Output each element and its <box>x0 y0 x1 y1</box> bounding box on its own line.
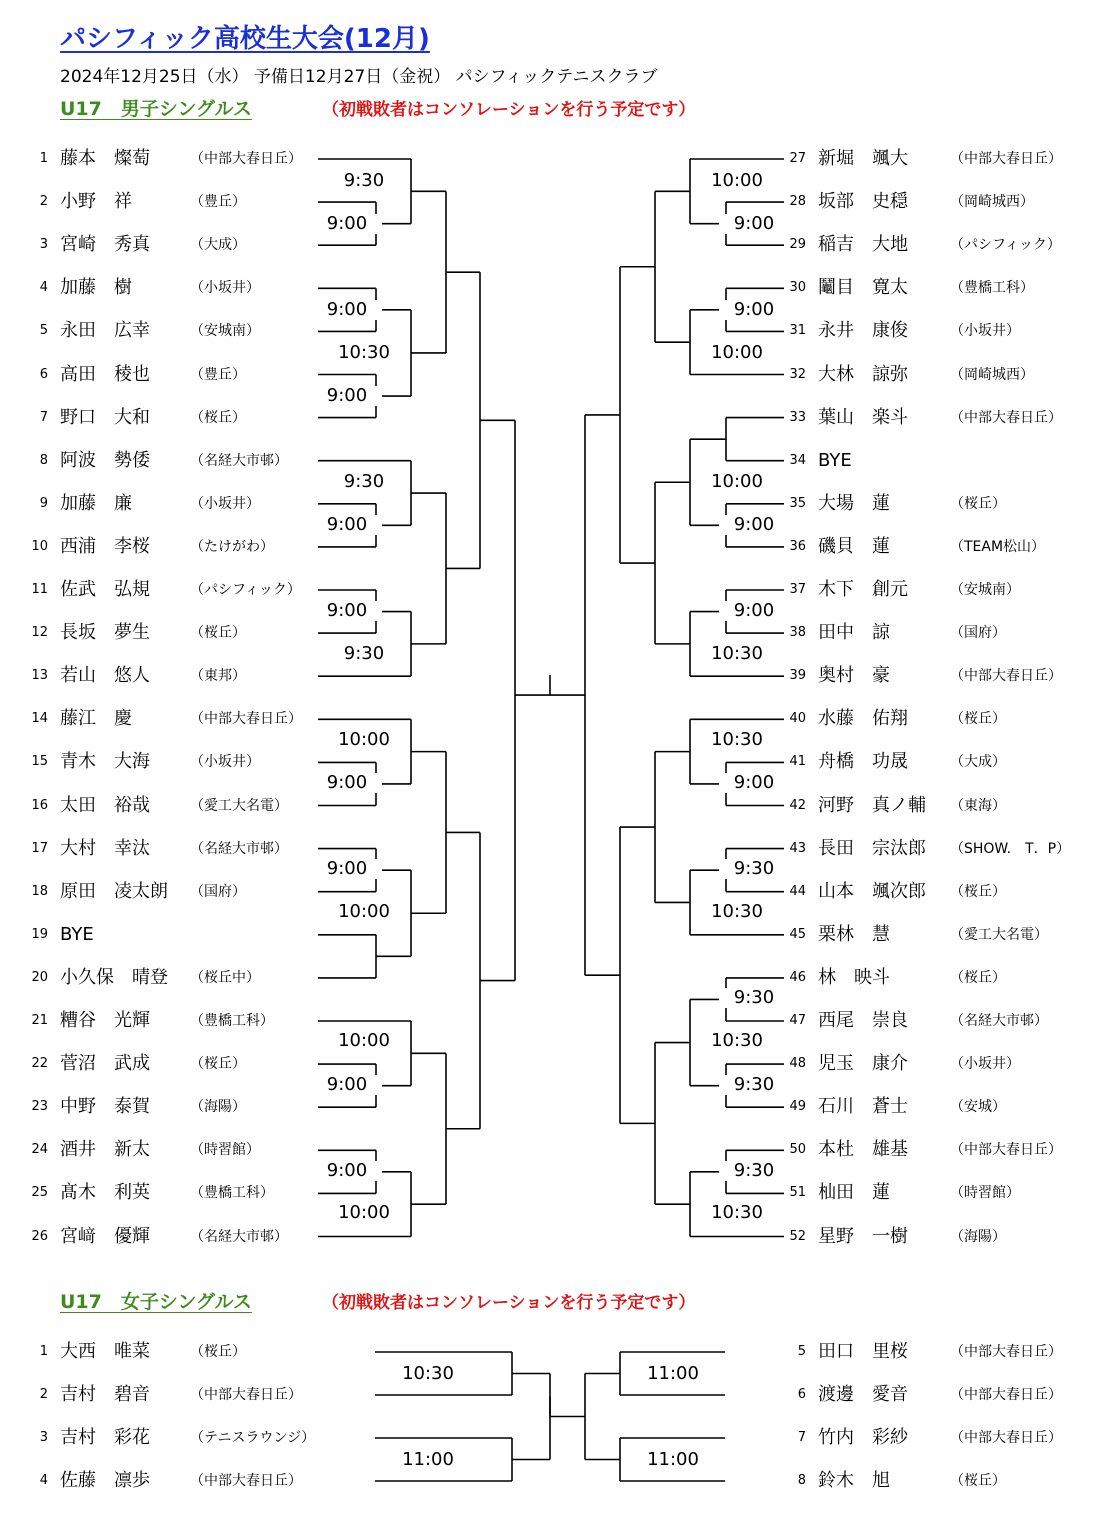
player-club: （中部大春日丘） <box>950 1430 1062 1446</box>
seed-number: 38 <box>789 625 806 641</box>
player-name: 藤江 慶 <box>60 708 132 730</box>
match-time: 9:00 <box>312 386 382 406</box>
player-club: （桜丘） <box>950 883 1006 900</box>
player-club: （名経大市邨） <box>950 1013 1048 1029</box>
player-name: 杣田 蓮 <box>818 1182 890 1204</box>
player-club: （名経大市邨） <box>190 452 288 469</box>
seed-number: 21 <box>31 1013 48 1028</box>
player-name: 野口 大和 <box>60 406 150 428</box>
match-time: 9:30 <box>719 1161 789 1181</box>
seed-number: 3 <box>39 1430 48 1445</box>
seed-number: 19 <box>31 926 48 942</box>
seed-number: 42 <box>789 797 806 813</box>
player-club: （中部大春日丘） <box>190 711 302 728</box>
player-club: （桜丘中） <box>190 969 260 986</box>
girls-section-heading: U17 女子シングルス <box>60 1291 252 1313</box>
player-club: （中部大春日丘） <box>190 1387 302 1403</box>
player-club: （SHOW. T．P） <box>950 840 1071 857</box>
match-time: 10:00 <box>702 343 772 363</box>
player-name: 木下 創元 <box>818 579 908 600</box>
match-time: 10:30 <box>393 1364 463 1384</box>
player-name: 小野 祥 <box>60 191 132 213</box>
player-name: 吉村 彩花 <box>60 1427 150 1448</box>
player-club: （岡崎城西） <box>950 366 1034 383</box>
player-club: （小坂井） <box>190 495 260 512</box>
match-time: 10:00 <box>329 902 399 922</box>
player-name: 西尾 崇良 <box>818 1010 908 1031</box>
player-name: 宮﨑 優輝 <box>60 1225 150 1247</box>
player-name: 鬮目 寛太 <box>818 277 908 299</box>
player-club: （岡崎城西） <box>950 194 1034 211</box>
match-time: 9:30 <box>719 988 789 1008</box>
player-name: 水藤 佑翔 <box>818 708 908 730</box>
match-time: 9:00 <box>719 515 789 535</box>
player-club: （安城南） <box>190 323 260 340</box>
seed-number: 5 <box>39 323 48 339</box>
match-time: 9:00 <box>312 601 382 621</box>
match-time: 10:00 <box>702 472 772 492</box>
match-time: 9:00 <box>312 1075 382 1095</box>
seed-number: 8 <box>39 452 48 468</box>
seed-number: 50 <box>789 1142 806 1158</box>
match-time: 11:00 <box>393 1450 463 1470</box>
player-club: （豊丘） <box>190 194 246 211</box>
player-club: （豊丘） <box>190 366 246 383</box>
player-name: 高田 稜也 <box>60 363 150 385</box>
match-time: 11:00 <box>638 1364 708 1384</box>
page-title: パシフィック高校生大会(12月) <box>60 24 430 54</box>
player-club: （中部大春日丘） <box>190 151 302 167</box>
seed-number: 30 <box>789 280 806 296</box>
player-name: 鈴木 旭 <box>818 1470 890 1491</box>
seed-number: 1 <box>39 151 48 166</box>
player-club: （桜丘） <box>190 1056 246 1073</box>
player-club: （国府） <box>190 883 246 900</box>
match-time: 10:30 <box>702 1031 772 1051</box>
seed-number: 9 <box>39 495 48 511</box>
player-name: 吉村 碧音 <box>60 1384 150 1405</box>
player-club: （たけがわ） <box>190 538 274 555</box>
seed-number: 34 <box>789 452 806 468</box>
seed-number: 4 <box>39 1473 48 1488</box>
seed-number: 7 <box>797 1430 806 1445</box>
match-time: 10:30 <box>702 644 772 664</box>
player-club: （安城） <box>950 1099 1006 1116</box>
seed-number: 49 <box>789 1099 806 1115</box>
player-name: 小久保 晴登 <box>60 966 168 988</box>
seed-number: 29 <box>789 237 806 253</box>
match-time: 9:00 <box>719 300 789 320</box>
player-club: （桜丘） <box>950 1473 1006 1489</box>
seed-number: 7 <box>39 409 48 425</box>
player-name: 奥村 豪 <box>818 665 890 687</box>
player-club: （名経大市邨） <box>190 840 288 857</box>
player-name: 中野 泰賀 <box>60 1096 150 1118</box>
player-name: BYE <box>818 449 852 471</box>
player-club: （安城南） <box>950 582 1020 598</box>
seed-number: 37 <box>789 582 806 597</box>
player-club: （豊橋工科） <box>950 280 1034 297</box>
match-time: 9:30 <box>719 1075 789 1095</box>
player-name: 渡邊 愛音 <box>818 1384 908 1405</box>
player-name: 林 映斗 <box>818 966 890 988</box>
player-club: （海陽） <box>190 1099 246 1116</box>
player-name: 磯貝 蓮 <box>818 535 890 557</box>
player-club: （パシフィック） <box>190 582 301 598</box>
seed-number: 36 <box>789 538 806 554</box>
player-club: （愛工大名電） <box>190 797 288 814</box>
player-club: （東邦） <box>190 668 246 685</box>
player-name: 青木 大海 <box>60 751 150 773</box>
seed-number: 11 <box>31 582 48 597</box>
seed-number: 25 <box>31 1185 48 1201</box>
player-name: 長田 宗汰郎 <box>818 837 926 859</box>
player-name: 西浦 李桜 <box>60 535 150 557</box>
player-club: （時習館） <box>190 1142 260 1159</box>
match-time: 10:00 <box>702 171 772 191</box>
match-time: 10:30 <box>329 343 399 363</box>
match-time: 9:30 <box>719 859 789 879</box>
seed-number: 45 <box>789 926 806 942</box>
match-time: 9:00 <box>312 214 382 234</box>
seed-number: 5 <box>797 1344 806 1359</box>
seed-number: 4 <box>39 280 48 296</box>
player-name: 太田 裕哉 <box>60 794 150 816</box>
seed-number: 12 <box>31 625 48 641</box>
player-club: （時習館） <box>950 1185 1020 1202</box>
match-time: 9:30 <box>329 171 399 191</box>
player-name: 永田 広幸 <box>60 320 150 342</box>
player-club: （中部大春日丘） <box>950 668 1062 685</box>
player-name: 佐藤 凛歩 <box>60 1470 150 1491</box>
player-name: 加藤 廉 <box>60 492 132 514</box>
player-club: （中部大春日丘） <box>950 1142 1062 1159</box>
seed-number: 10 <box>31 538 48 554</box>
player-club: （東海） <box>950 797 1006 814</box>
match-time: 9:00 <box>312 1161 382 1181</box>
player-name: 栗林 慧 <box>818 923 890 945</box>
seed-number: 24 <box>31 1142 48 1158</box>
player-name: 大村 幸汰 <box>60 837 150 859</box>
player-club: （中部大春日丘） <box>950 1344 1062 1360</box>
seed-number: 52 <box>789 1228 806 1244</box>
player-club: （小坂井） <box>950 323 1020 340</box>
player-club: （豊橋工科） <box>190 1013 274 1029</box>
seed-number: 41 <box>789 754 806 770</box>
seed-number: 2 <box>39 1387 48 1402</box>
player-club: （桜丘） <box>190 409 246 426</box>
player-club: （TEAM松山） <box>950 538 1046 555</box>
match-time: 9:00 <box>312 859 382 879</box>
seed-number: 33 <box>789 409 806 425</box>
seed-number: 22 <box>31 1056 48 1072</box>
player-name: 加藤 樹 <box>60 277 132 299</box>
match-time: 10:30 <box>702 730 772 750</box>
player-name: 宮崎 秀真 <box>60 234 150 256</box>
match-time: 9:00 <box>719 601 789 621</box>
player-club: （中部大春日丘） <box>950 1387 1062 1403</box>
match-time: 11:00 <box>638 1450 708 1470</box>
seed-number: 18 <box>31 883 48 899</box>
player-club: （桜丘） <box>190 1344 246 1360</box>
player-name: BYE <box>60 923 94 945</box>
seed-number: 15 <box>31 754 48 770</box>
seed-number: 2 <box>39 194 48 210</box>
match-time: 9:30 <box>329 472 399 492</box>
seed-number: 6 <box>39 366 48 382</box>
player-club: （大成） <box>950 754 1006 771</box>
player-name: 大西 唯菜 <box>60 1341 150 1362</box>
player-name: 菅沼 武成 <box>60 1053 150 1075</box>
player-club: （小坂井） <box>950 1056 1020 1073</box>
seed-number: 48 <box>789 1056 806 1072</box>
seed-number: 27 <box>789 151 806 166</box>
player-name: 葉山 楽斗 <box>818 406 908 428</box>
match-time: 10:00 <box>329 730 399 750</box>
player-name: 本杜 雄基 <box>818 1139 908 1161</box>
player-club: （小坂井） <box>190 754 260 771</box>
boys-section-heading: U17 男子シングルス <box>60 98 252 120</box>
match-time: 10:00 <box>329 1031 399 1051</box>
player-name: 田中 諒 <box>818 622 890 644</box>
seed-number: 20 <box>31 969 48 985</box>
seed-number: 39 <box>789 668 806 684</box>
match-time: 9:00 <box>719 214 789 234</box>
player-name: 長坂 夢生 <box>60 622 150 644</box>
seed-number: 43 <box>789 840 806 856</box>
player-club: （中部大春日丘） <box>950 151 1062 167</box>
seed-number: 17 <box>31 840 48 856</box>
seed-number: 14 <box>31 711 48 727</box>
player-name: 石川 蒼士 <box>818 1096 908 1118</box>
player-name: 山本 颯次郎 <box>818 880 926 902</box>
match-time: 9:00 <box>312 515 382 535</box>
player-club: （中部大春日丘） <box>950 409 1062 426</box>
match-time: 10:30 <box>702 902 772 922</box>
player-name: 田口 里桜 <box>818 1341 908 1362</box>
girls-consolation-note: （初戦敗者はコンソレーションを行う予定です） <box>322 1293 696 1313</box>
player-name: 河野 真ノ輔 <box>818 794 926 816</box>
seed-number: 28 <box>789 194 806 210</box>
player-club: （国府） <box>950 625 1006 642</box>
seed-number: 23 <box>31 1099 48 1115</box>
boys-consolation-note: （初戦敗者はコンソレーションを行う予定です） <box>322 100 696 120</box>
player-name: 新堀 颯大 <box>818 148 908 169</box>
seed-number: 26 <box>31 1228 48 1244</box>
seed-number: 1 <box>39 1344 48 1359</box>
seed-number: 3 <box>39 237 48 253</box>
seed-number: 51 <box>789 1185 806 1201</box>
seed-number: 8 <box>797 1473 806 1488</box>
player-name: 竹内 彩紗 <box>818 1427 908 1448</box>
player-name: 坂部 史穏 <box>818 191 908 213</box>
player-club: （名経大市邨） <box>190 1228 288 1245</box>
player-name: 髙木 利英 <box>60 1182 150 1204</box>
seed-number: 6 <box>797 1387 806 1402</box>
seed-number: 46 <box>789 969 806 985</box>
seed-number: 16 <box>31 797 48 813</box>
seed-number: 32 <box>789 366 806 382</box>
match-time: 10:00 <box>329 1203 399 1223</box>
player-name: 原田 凌太朗 <box>60 880 168 902</box>
seed-number: 35 <box>789 495 806 511</box>
player-name: 佐武 弘規 <box>60 579 150 600</box>
match-time: 9:00 <box>312 773 382 793</box>
match-time: 9:00 <box>719 773 789 793</box>
player-club: （テニスラウンジ） <box>190 1430 316 1446</box>
player-name: 児玉 康介 <box>818 1053 908 1075</box>
player-club: （桜丘） <box>190 625 246 642</box>
player-club: （海陽） <box>950 1228 1006 1245</box>
match-time: 9:00 <box>312 300 382 320</box>
seed-number: 40 <box>789 711 806 727</box>
player-name: 永井 康俊 <box>818 320 908 342</box>
player-club: （豊橋工科） <box>190 1185 274 1202</box>
player-name: 稲吉 大地 <box>818 234 908 256</box>
player-club: （桜丘） <box>950 969 1006 986</box>
player-club: （小坂井） <box>190 280 260 297</box>
player-club: （愛工大名電） <box>950 926 1048 943</box>
player-club: （桜丘） <box>950 495 1006 512</box>
player-club: （中部大春日丘） <box>190 1473 302 1489</box>
player-club: （パシフィック） <box>950 237 1061 254</box>
player-name: 舟橋 功晟 <box>818 751 908 773</box>
player-name: 糟谷 光輝 <box>60 1010 150 1031</box>
seed-number: 31 <box>789 323 806 339</box>
player-club: （大成） <box>190 237 246 254</box>
player-name: 阿波 勢倭 <box>60 449 150 471</box>
seed-number: 13 <box>31 668 48 684</box>
player-name: 酒井 新太 <box>60 1139 150 1161</box>
player-club: （桜丘） <box>950 711 1006 728</box>
player-name: 大場 蓮 <box>818 492 890 514</box>
seed-number: 44 <box>789 883 806 899</box>
match-time: 9:30 <box>329 644 399 664</box>
player-name: 星野 一樹 <box>818 1225 908 1247</box>
event-subtitle: 2024年12月25日（水） 予備日12月27日（金祝） パシフィックテニスクラブ <box>60 67 658 87</box>
player-name: 若山 悠人 <box>60 665 150 687</box>
player-name: 藤本 燦萄 <box>60 148 150 169</box>
match-time: 10:30 <box>702 1203 772 1223</box>
seed-number: 47 <box>789 1013 806 1028</box>
player-name: 大林 諒弥 <box>818 363 908 385</box>
